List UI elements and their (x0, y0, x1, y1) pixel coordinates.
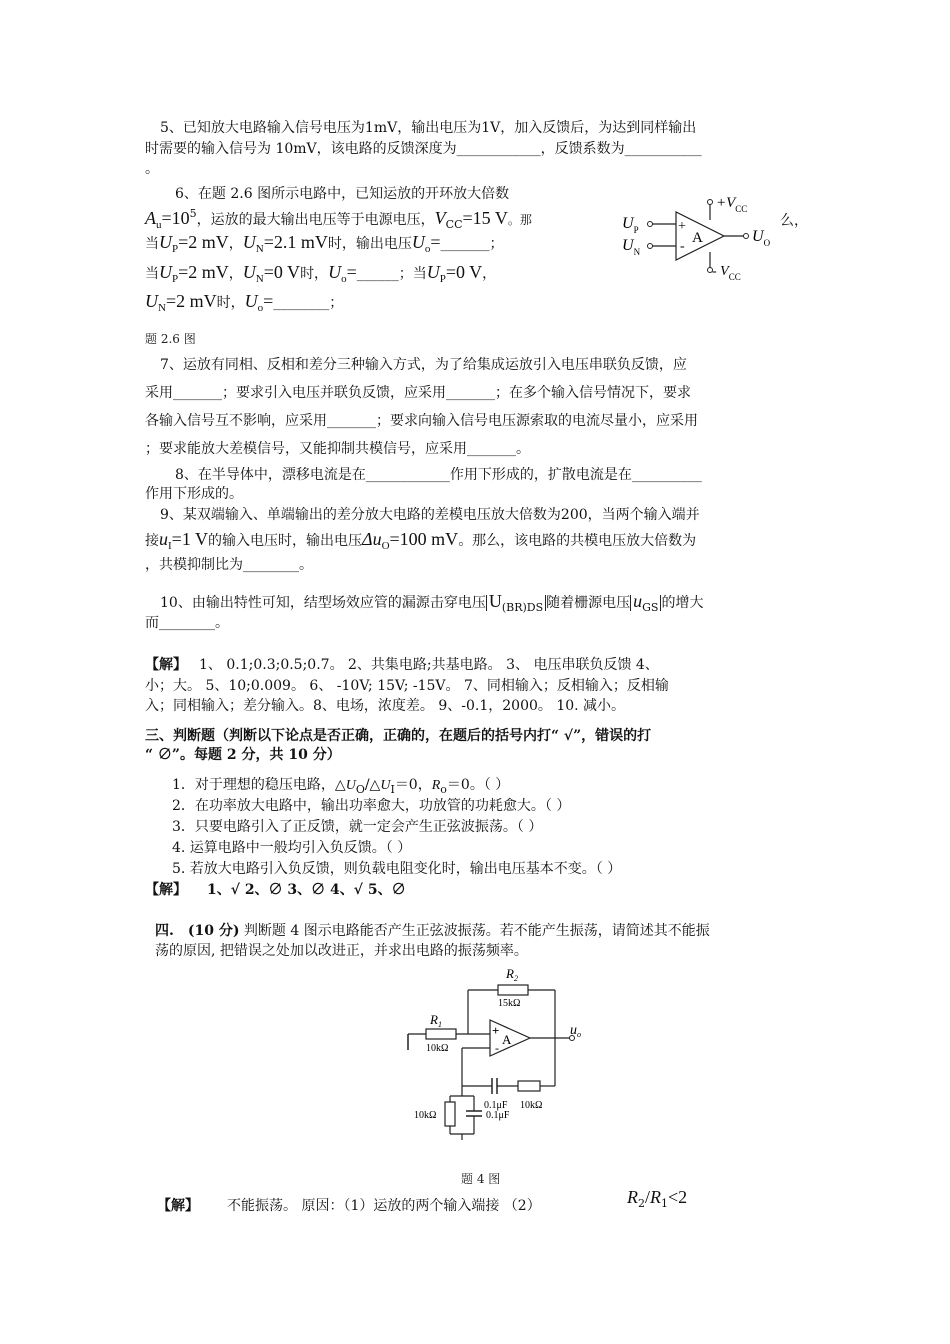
fig4-rs-value: 10kΩ (520, 1100, 543, 1111)
fig26-uo-label: $U_O$ (752, 228, 771, 248)
fig26-inn-terminal (648, 244, 653, 249)
q6-line4: 当$U_P=2$ mV，$U_N=0$ V时，$U_o=\_\_\_\_\_\_$；当$U_P=0$ V， (145, 262, 497, 285)
sec3-item2: 2．在功率放大电路中，输出功率愈大，功放管的功耗愈大。（ ） (172, 798, 571, 814)
ans2-line1: 【解】 1、 0.1;0.3;0.5;0.7。 2、共集电路;共基电路。 3、 电压串联负反馈 4、 (145, 657, 659, 673)
sec3-item4: 4. 运算电路中一般均引入负反馈。（ ） (172, 840, 412, 856)
fig4-r1-label: $R_1$ (430, 1012, 442, 1029)
q10-line1: 10、由输出特性可知，结型场效应管的漏源击穿电压 $U_{(BR)DS}$ 随着栅源电压 $u_{GS}$ 的增大 (160, 591, 704, 614)
fig4-r2-label: $R_2$ (506, 966, 518, 983)
q8-line2: 作用下形成的。 (145, 486, 243, 502)
q7-line4: ；要求能放大差模信号，又能抑制共模信号，应采用_______。 (145, 441, 530, 457)
sec4-line2: 荡的原因, 把错误之处加以改进正，并求出电路的振荡频率。 (155, 943, 528, 959)
fig4-plus-sign: + (492, 1023, 500, 1038)
q6-line1: 6、在题 2.6 图所示电路中，已知运放的开环放大倍数 (175, 186, 510, 202)
fig4-rp-value: 10kΩ (414, 1110, 437, 1121)
fig4-rs-resistor (518, 1081, 540, 1091)
fig26-minus-sign: - (680, 239, 685, 254)
sec4-answer-formula: $R_2/R_1<2$ (627, 1187, 688, 1210)
fig4-r1-value: 10kΩ (426, 1043, 449, 1054)
fig4-amp-label: A (502, 1032, 512, 1047)
q10-line2: 而________。 (145, 615, 229, 631)
q5-line2: 时需要的输入信号为 10mV，该电路的反馈深度为____________，反馈系数为___________ (145, 141, 702, 157)
q6-me: 么， (780, 213, 808, 229)
fig4-minus-sign: - (495, 1041, 499, 1055)
q5-line1: 5、已知放大电路输入信号电压为1mV，输出电压为1V，加入反馈后，为达到同样输出 (160, 120, 697, 136)
sec3-item3: 3．只要电路引入了正反馈，就一定会产生正弦波振荡。（ ） (172, 819, 543, 835)
q6-line5: $U_N=2$ mV时，$U_o=\_\_\_\_\_\_\_\_$； (145, 291, 344, 314)
q9-line3: ，共模抑制比为________。 (145, 557, 313, 573)
fig4-r2-value: 15kΩ (498, 998, 521, 1009)
sec3-answer: 【解】 1、√ 2、∅ 3、∅ 4、√ 5、∅ (145, 882, 406, 898)
sec4-answer: 【解】 不能振荡。 原因：（1）运放的两个输入端接 （2） (157, 1198, 541, 1214)
q7-line3: 各输入信号互不影响，应采用_______；要求向输入信号电压源索取的电流尽量小，应采用 (145, 413, 698, 429)
fig4-r2-resistor (498, 985, 528, 995)
fig4-r1-resistor (426, 1029, 456, 1039)
ans2-line2: 小；大。 5、10;0.009。 6、 -10V; 15V; -15V。 7、同相输入；反相输入；反相输 (145, 678, 669, 694)
fig26-out-terminal (744, 234, 749, 239)
fig26-caption: 题 2.6 图 (145, 332, 196, 346)
sec3-item5: 5. 若放大电路引入负反馈，则负载电阻变化时，输出电压基本不变。（ ） (172, 861, 622, 877)
q6-line3: 当$U_P=2$ mV，$U_N=2.1$ mV时，输出电压$U_o=\_\_\_\_\_\_\_$； (145, 232, 504, 255)
fig26-un-label: $U_N$ (622, 237, 641, 257)
fig26-amp-label: A (692, 230, 703, 246)
q5-line3: 。 (145, 161, 159, 177)
q8-line1: 8、在半导体中，漂移电流是在____________作用下形成的，扩散电流是在__________ (175, 467, 702, 483)
q9-line2: 接$u_I=1$ V的输入电压时，输出电压$\Delta u_O=100$ mV。那么，该电路的共模电压放大倍数为 (145, 529, 697, 552)
fig26-up-label: $U_P$ (622, 215, 639, 235)
ans2-line3: 入；同相输入；差分输入。8、电场，浓度差。 9、-0.1，2000。 10. 减小。 (145, 698, 626, 714)
q6-line2: $A_u=10^5$，运放的最大输出电压等于电源电压，$V_{CC}=15$ V。那 (145, 207, 532, 231)
q7-line2: 采用_______；要求引入电压并联负反馈，应采用_______；在多个输入信号情况下，要求 (145, 385, 691, 401)
sec3-heading-line1: 三、判断题（判断以下论点是否正确，正确的，在题后的括号内打“ √”，错误的打 (145, 728, 652, 744)
fig4-cs-value: 0.1μF (484, 1100, 508, 1111)
q7-line1: 7、运放有同相、反相和差分三种输入方式，为了给集成运放引入电压串联负反馈，应 (160, 357, 687, 373)
fig4-caption: 题 4 图 (461, 1172, 501, 1186)
fig26-opamp-diagram (618, 186, 788, 286)
fig26-plus-sign: + (678, 219, 686, 234)
fig4-rp-resistor (445, 1102, 455, 1126)
fig26-vcc-terminal (708, 200, 713, 205)
fig26-inp-terminal (648, 222, 653, 227)
fig26-vee-label: - $V_{CC}$ (712, 264, 741, 282)
fig4-cp-value: 0.1μF (486, 1110, 510, 1121)
sec4-line1: 四. (10 分) 判断题 4 图示电路能否产生正弦波振荡。若不能产生振荡，请简述其不能振 (155, 923, 710, 939)
fig4-circuit-diagram (400, 962, 610, 1148)
q9-line1: 9、某双端输入、单端输出的差分放大电路的差模电压放大倍数为200，当两个输入端并 (160, 507, 700, 523)
fig4-uo-label: $u_o$ (570, 1023, 581, 1039)
sec3-item1: 1．对于理想的稳压电路，$\triangle U_O/\triangle U_I=0$，$R_o=0$。（ ） (172, 777, 510, 796)
sec3-heading-line2: “ ∅”。每题 2 分，共 10 分） (145, 747, 341, 763)
fig26-vcc-label: $+V_{CC}$ (716, 195, 748, 214)
